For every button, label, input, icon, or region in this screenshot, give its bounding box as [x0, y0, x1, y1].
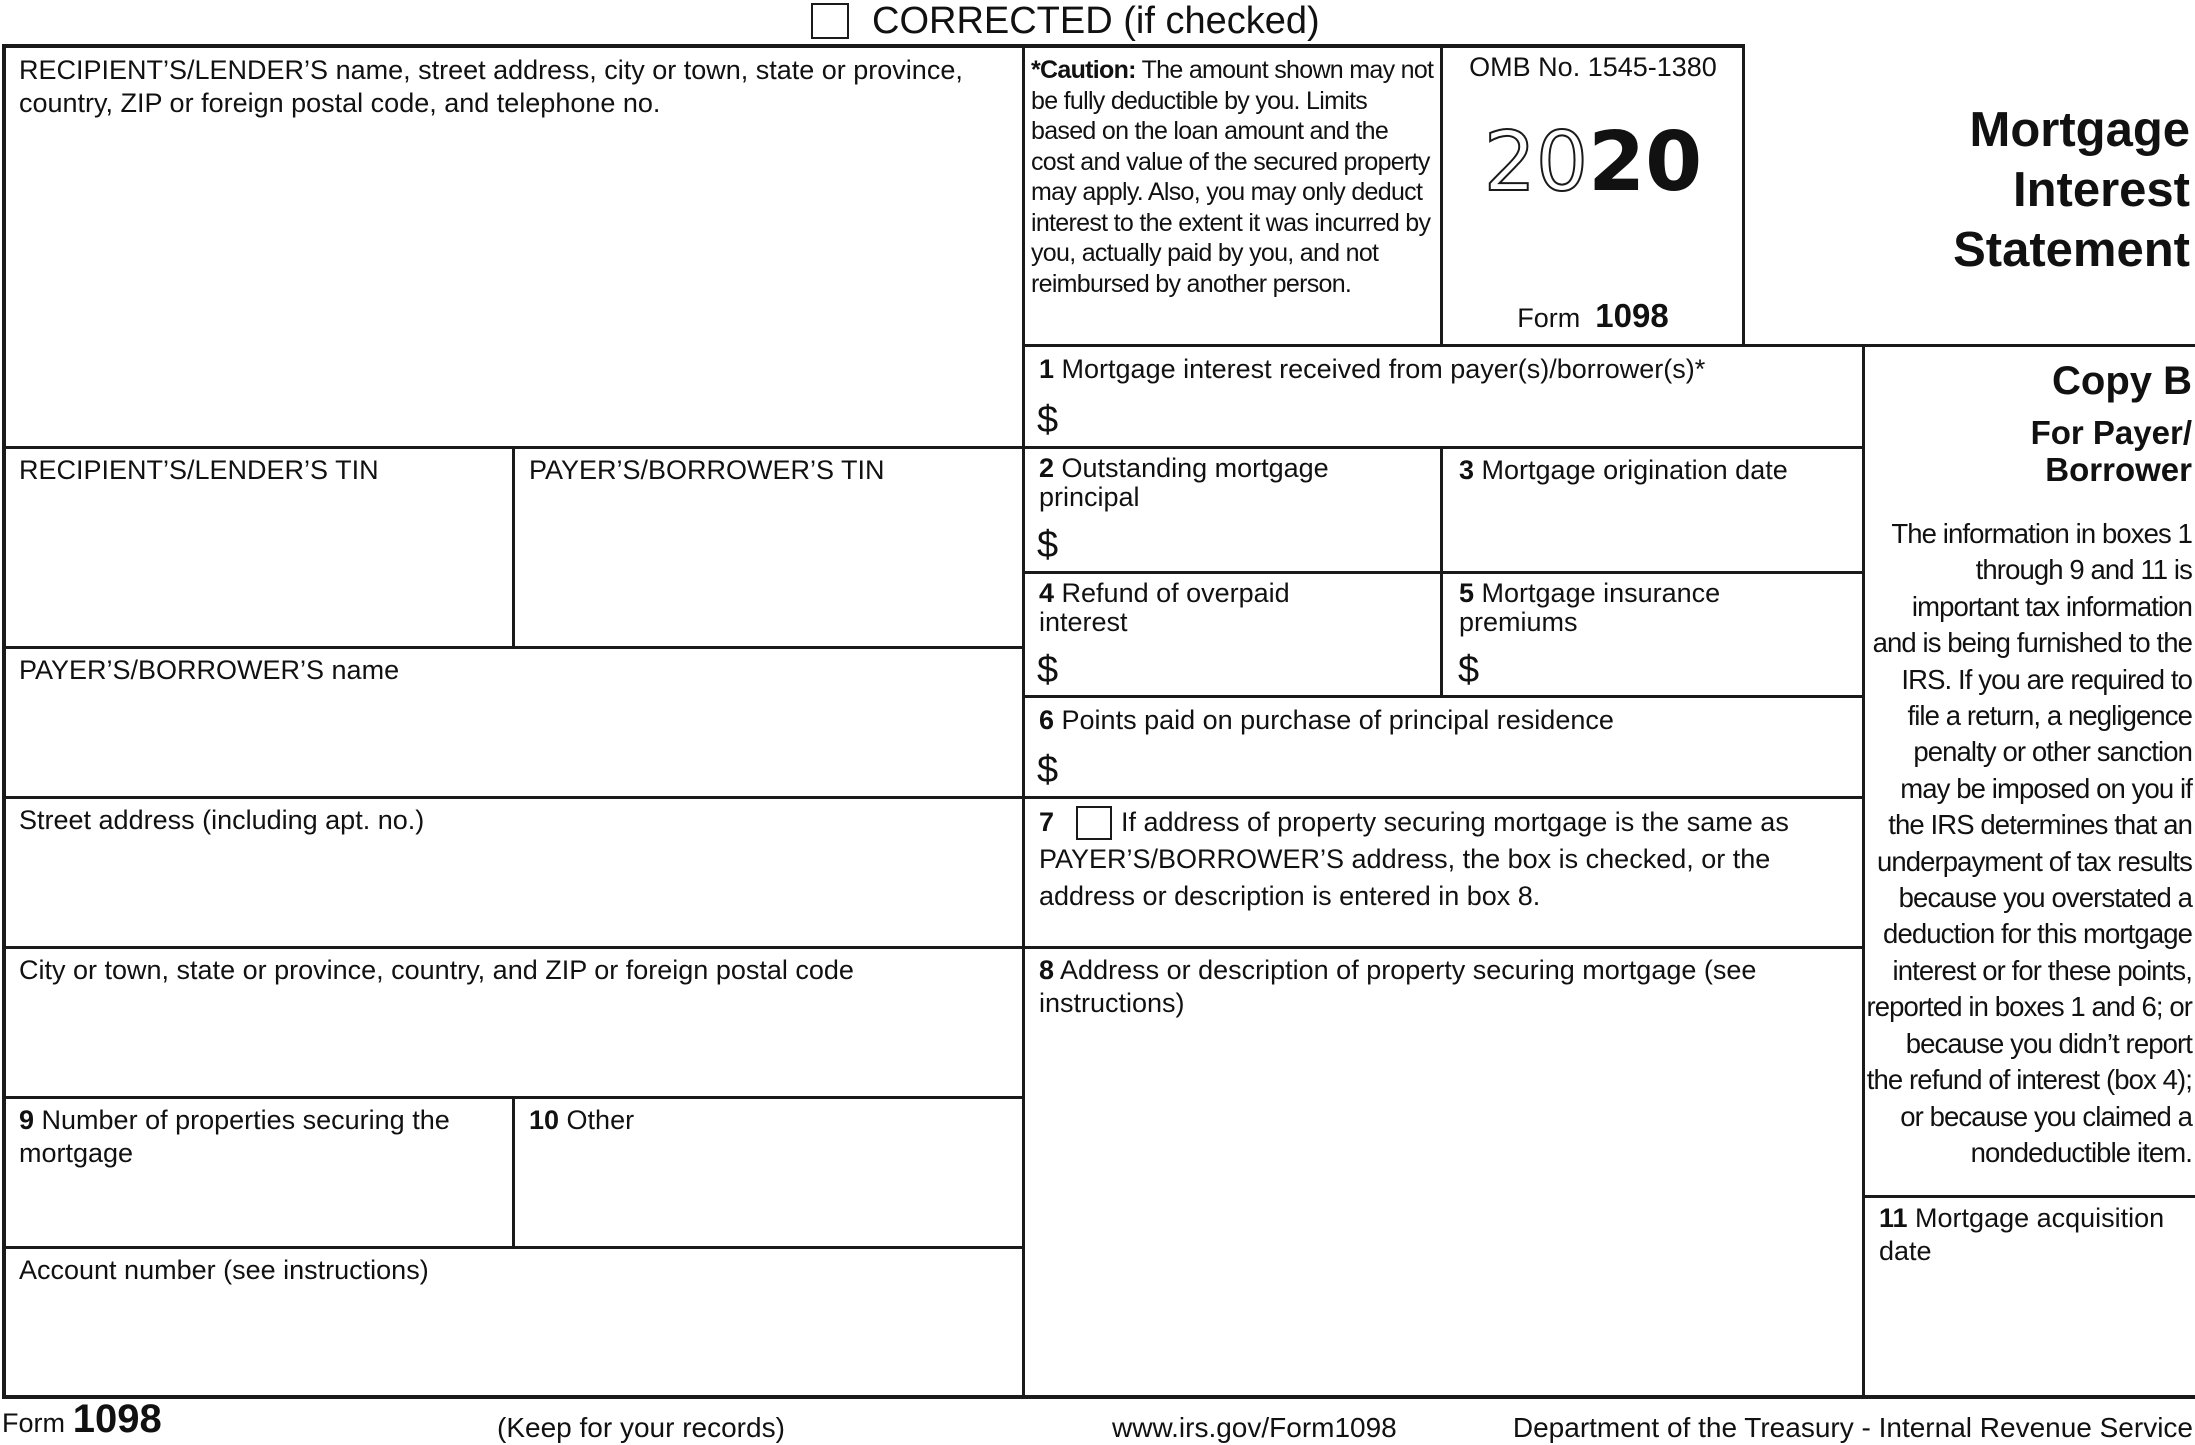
- box-8-label: [1039, 954, 1854, 1020]
- corrected-checkbox[interactable]: [811, 3, 849, 39]
- form-title-line2: Interest: [2012, 163, 2190, 217]
- box-3-label: [1459, 454, 1859, 487]
- copy-subtitle: [1870, 414, 2192, 488]
- omb-form-number: 1098: [1595, 297, 1669, 334]
- box-1-text: Mortgage interest received from payer(s)/borrower(s)*: [1054, 354, 1706, 384]
- payer-city-label: City or town, state or province, country, and ZIP or foreign postal code: [19, 955, 854, 985]
- copy-subtitle-line2: Borrower: [2045, 451, 2192, 488]
- caution-note: [1031, 55, 1437, 299]
- omb-form-prefix: Form: [1517, 303, 1581, 333]
- box-2-number: 2: [1039, 453, 1055, 483]
- box-8-text: Address or description of property securing mortgage (see instructions): [1039, 955, 1757, 1018]
- form-title-line3: Statement: [1953, 223, 2190, 277]
- payer-street-label: Street address (including apt. no.): [19, 805, 425, 835]
- copy-title: Copy B: [2052, 359, 2192, 403]
- box-11-text: Mortgage acquisition date: [1879, 1203, 2165, 1266]
- box-7-text: If address of property securing mortgage is the same as PAYER’S/BORROWER’S address, the box is checked, or the address or description is entered in box 8.: [1039, 807, 1789, 911]
- box-10-text: Other: [559, 1105, 635, 1135]
- caution-text: The amount shown may not be fully deductible by you. Limits based on the loan amount and the cost and value of the secured property may apply. Also, you may only deduct interest to the extent it was incurred by you, actually paid by you, and not reimbursed by another person.: [1031, 56, 1434, 298]
- box-11-label: [1879, 1202, 2179, 1268]
- box-8-number: 8: [1039, 955, 1055, 985]
- account-number-label: Account number (see instructions): [19, 1255, 429, 1285]
- box-1-label: [1039, 353, 1854, 386]
- box-4-label: [1039, 579, 1369, 637]
- payer-name-label: PAYER’S/BORROWER’S name: [19, 655, 400, 685]
- box-9-number: 9: [19, 1105, 35, 1135]
- box-9-text: Number of properties securing the mortgage: [19, 1105, 450, 1168]
- box-9-label: [19, 1104, 504, 1170]
- footer-form-number: 1098: [72, 1397, 162, 1441]
- box-2-label: [1039, 454, 1399, 512]
- tax-year-decade: 20: [1588, 115, 1703, 210]
- omb-number: OMB No. 1545-1380: [1469, 52, 1717, 82]
- box-2-text: Outstanding mortgage principal: [1039, 453, 1329, 512]
- footer-keep-note: (Keep for your records): [497, 1412, 785, 1443]
- tax-year-century: 20: [1483, 115, 1589, 210]
- box-5-label: [1459, 579, 1759, 637]
- copy-description: The information in boxes 1 through 9 and 11 is important tax information and is being furnished to the IRS. If you are required to file a return, a negligence penalty or other sanction may be imposed on you if the IRS determines that an underpayment of tax results because you overstated a deduction for this mortgage interest or for these points, reported in boxes 1 and 6; or because you didn’t report the refund of interest (box 4); or because you claimed a nondeductible item.: [1866, 518, 2192, 1168]
- box-4-text: Refund of overpaid interest: [1039, 578, 1290, 637]
- form-title-line1: Mortgage: [1969, 103, 2190, 157]
- box-5-number: 5: [1459, 578, 1475, 608]
- caution-bold: *Caution:: [1031, 56, 1136, 84]
- box-6-dollar: $: [1037, 749, 1059, 791]
- payer-tin-label: PAYER’S/BORROWER’S TIN: [529, 455, 885, 485]
- box-2-dollar: $: [1037, 524, 1059, 566]
- box-6-label: [1039, 704, 1854, 737]
- recipient-name-label: RECIPIENT’S/LENDER’S name, street address, city or town, state or province, country, ZIP or foreign postal code, and telephone no.: [19, 55, 963, 118]
- box-4-number: 4: [1039, 578, 1055, 608]
- footer-department: Department of the Treasury - Internal Revenue Service: [1512, 1412, 2193, 1443]
- box-5-dollar: $: [1458, 649, 1480, 691]
- corrected-label: CORRECTED (if checked): [872, 0, 1320, 42]
- box-11-number: 11: [1879, 1203, 1908, 1233]
- copy-subtitle-line1: For Payer/: [2030, 414, 2192, 451]
- box-1-number: 1: [1039, 354, 1055, 384]
- form-title: [1760, 100, 2190, 280]
- tax-year: [1443, 115, 1743, 210]
- box-6-text: Points paid on purchase of principal residence: [1054, 705, 1614, 735]
- box-3-number: 3: [1459, 455, 1475, 485]
- box-3-text: Mortgage origination date: [1474, 455, 1788, 485]
- box-6-number: 6: [1039, 705, 1055, 735]
- box-4-dollar: $: [1037, 649, 1059, 691]
- footer-form-prefix: Form: [2, 1408, 65, 1438]
- omb-form-id: [1443, 298, 1743, 336]
- recipient-tin-label: RECIPIENT’S/LENDER’S TIN: [19, 455, 379, 485]
- box-7-number: 7: [1039, 807, 1055, 837]
- box-1-dollar: $: [1037, 399, 1059, 441]
- footer-form-id: [2, 1397, 162, 1441]
- box-10-label: [529, 1104, 1009, 1137]
- box-10-number: 10: [529, 1105, 560, 1135]
- footer-url: www.irs.gov/Form1098: [1112, 1412, 1397, 1443]
- box-5-text: Mortgage insurance premiums: [1459, 578, 1721, 637]
